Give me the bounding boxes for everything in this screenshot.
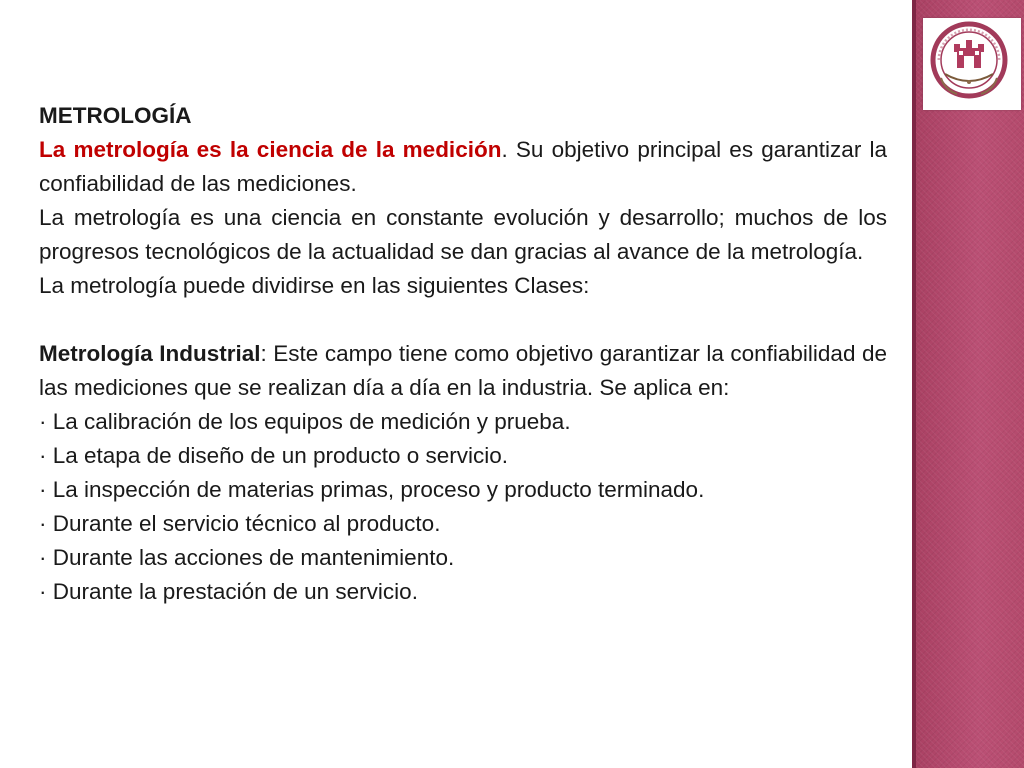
list-item: · Durante el servicio técnico al producto. xyxy=(39,511,441,536)
intro-rest: . Su objetivo principal es garantizar la confiabilidad de las mediciones. xyxy=(39,137,888,196)
definition-highlight: La metrología es la ciencia de la medición xyxy=(39,137,502,162)
industrial-label: Metrología Industrial xyxy=(39,341,261,366)
side-accent-band xyxy=(912,0,1024,768)
paragraph-gap xyxy=(39,303,887,337)
list-item: · La etapa de diseño de un producto o servicio. xyxy=(39,443,509,468)
intro-paragraph xyxy=(39,133,887,201)
institute-logo xyxy=(923,18,1021,110)
list-item: · Durante la prestación de un servicio. xyxy=(39,579,418,604)
industrial-text: : Este campo tiene como objetivo garantizar la confiabilidad de las mediciones que se realizan día a día en la industria. Se aplica en: xyxy=(39,341,887,400)
slide-content xyxy=(39,99,887,609)
classes-paragraph: La metrología puede dividirse en las siguientes Clases: xyxy=(39,273,590,298)
evolution-paragraph: La metrología es una ciencia en constante evolución y desarrollo; muchos de los progresos tecnológicos de la actualidad se dan gracias al avance de la metrología. xyxy=(39,205,887,264)
application-list xyxy=(39,405,887,609)
list-item: · Durante las acciones de mantenimiento. xyxy=(39,545,455,570)
side-band-edge xyxy=(912,0,916,768)
list-item: · La inspección de materias primas, proceso y producto terminado. xyxy=(39,477,705,502)
list-item: · La calibración de los equipos de medición y prueba. xyxy=(39,409,571,434)
institute-seal-icon xyxy=(923,18,1021,110)
industrial-paragraph xyxy=(39,337,887,405)
slide-title: METROLOGÍA xyxy=(39,103,192,128)
